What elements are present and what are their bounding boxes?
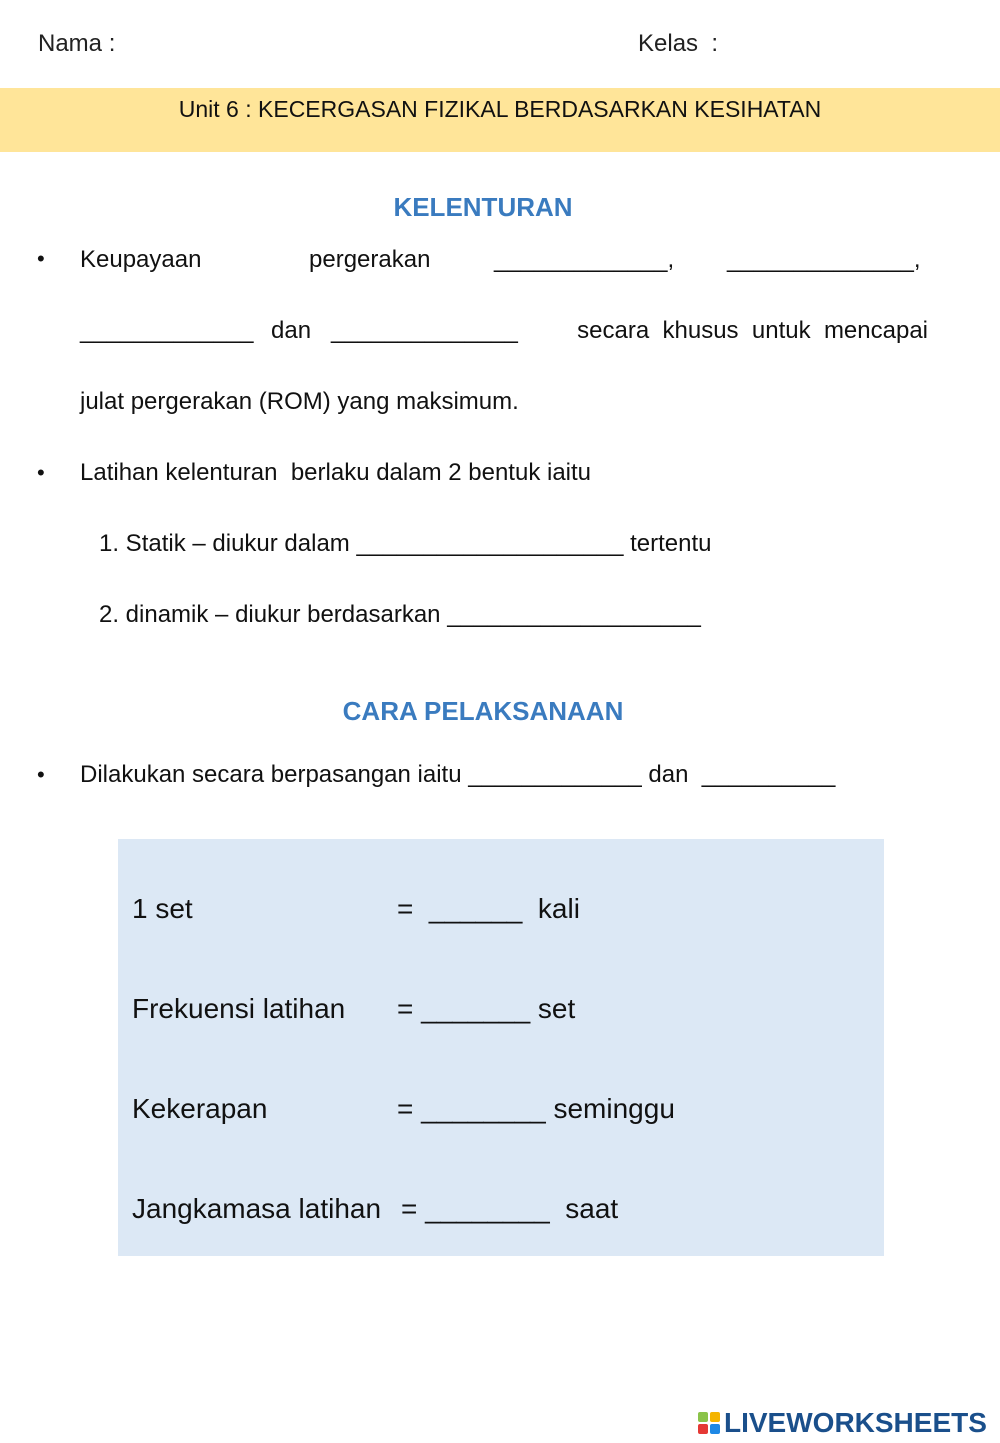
section-title-cara: CARA PELAKSANAAN <box>342 696 624 726</box>
keupayaan-word: Keupayaan <box>80 246 202 273</box>
box-value-set: = ______ kali <box>397 893 580 924</box>
blank-3: _____________ <box>80 317 254 344</box>
latihan-text: Latihan kelenturan berlaku dalam 2 bentuk iaitu <box>80 459 592 486</box>
box-value-jangkamasa: = ________ saat <box>401 1193 619 1224</box>
box-value-kekerapan: = ________ seminggu <box>397 1093 675 1124</box>
box-label-set: 1 set <box>132 893 193 924</box>
bullet-icon: • <box>37 460 45 485</box>
bullet-icon: • <box>37 246 45 271</box>
kelas-label: Kelas : <box>638 30 719 57</box>
liveworksheets-logo[interactable] <box>698 1407 987 1439</box>
nama-label: Nama : <box>38 30 116 57</box>
box-value-frekuensi: = _______ set <box>397 993 576 1024</box>
logo-text: LIVEWORKSHEETS <box>724 1407 987 1438</box>
liveworksheets-icon <box>698 1412 720 1434</box>
bullet-icon: • <box>37 762 45 787</box>
blank-4: ______________ <box>331 317 518 344</box>
item-statik: 1. Statik – diukur dalam ____________________ tertentu <box>99 530 712 557</box>
dilakukan-text: Dilakukan secara berpasangan iaitu _____________ dan __________ <box>80 761 836 788</box>
box-label-jangkamasa: Jangkamasa latihan <box>132 1193 382 1224</box>
box-label-kekerapan: Kekerapan <box>132 1093 268 1124</box>
dan-word: dan <box>271 317 312 344</box>
blank-1: _____________, <box>494 246 675 273</box>
pergerakan-word: pergerakan <box>309 246 431 273</box>
line2-rest: secara khusus untuk mencapai <box>577 317 928 344</box>
line3-text: julat pergerakan (ROM) yang maksimum. <box>80 388 519 415</box>
box-label-frekuensi: Frekuensi latihan <box>132 993 346 1024</box>
blank-2: ______________, <box>727 246 921 273</box>
section-title-kelenturan: KELENTURAN <box>393 192 573 222</box>
unit-title: Unit 6 : KECERGASAN FIZIKAL BERDASARKAN KESIHATAN <box>178 96 822 122</box>
item-dinamik: 2. dinamik – diukur berdasarkan ___________________ <box>99 601 701 628</box>
